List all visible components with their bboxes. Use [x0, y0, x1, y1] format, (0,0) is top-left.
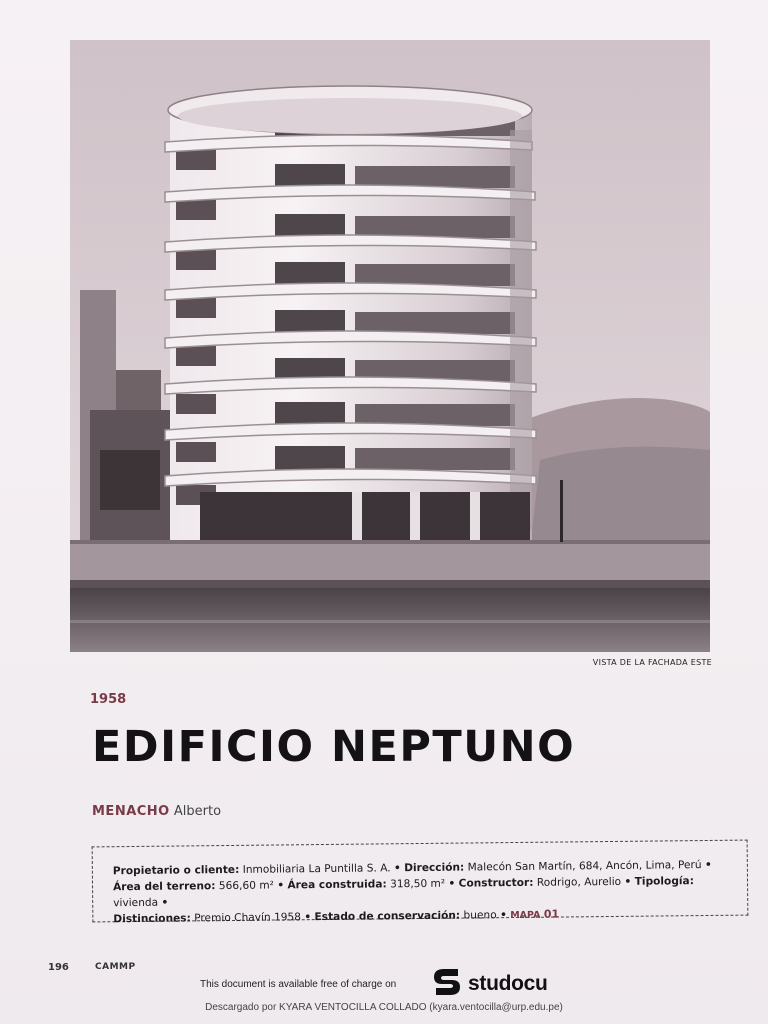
separator: •: [161, 896, 169, 909]
page-number: 196: [48, 962, 69, 973]
studocu-brand: studocu: [468, 972, 548, 995]
land-area-label: Área del terreno:: [112, 880, 216, 894]
separator: •: [277, 879, 285, 892]
availability-notice: This document is available free of charge on: [200, 979, 397, 990]
author-last-name: MENACHO: [92, 804, 170, 819]
map-label: MAPA: [510, 909, 541, 922]
built-area-value: 318,50 m²: [390, 877, 446, 891]
distinctions-label: Distinciones:: [113, 912, 191, 926]
entry-year: 1958: [90, 692, 127, 707]
info-box: [92, 840, 749, 926]
builder-value: Rodrigo, Aurelio: [536, 875, 622, 889]
map-number: 01: [543, 907, 560, 921]
building-photo: [70, 40, 710, 652]
publication-label: CAMMP: [95, 962, 136, 972]
studocu-logo-icon: [430, 967, 464, 1001]
author-first-name: Alberto: [173, 804, 222, 819]
condition-label: Estado de conservación:: [314, 909, 461, 924]
photo-caption: VISTA DE LA FACHADA ESTE: [592, 658, 712, 667]
distinctions-value: Premio Chavín 1958: [194, 911, 302, 925]
builder-label: Constructor:: [458, 876, 534, 890]
page-title: EDIFICIO NEPTUNO: [92, 722, 576, 772]
owner-label: Propietario o cliente:: [112, 863, 240, 878]
separator: •: [393, 862, 401, 875]
download-notice: Descargado por KYARA VENTOCILLA COLLADO (kyara.ventocilla@urp.edu.pe): [205, 1002, 563, 1013]
separator: •: [624, 875, 632, 888]
typology-label: Tipología:: [634, 875, 694, 888]
condition-value: bueno: [463, 909, 497, 922]
studocu-link[interactable]: [430, 969, 548, 999]
owner-value: Inmobiliaria La Puntilla S. A.: [242, 862, 391, 876]
land-area-value: 566,60 m²: [218, 879, 274, 893]
address-label: Dirección:: [404, 861, 465, 875]
typology-value: vivienda: [113, 896, 159, 910]
separator: •: [448, 877, 456, 890]
separator: •: [704, 858, 712, 872]
separator: •: [304, 911, 312, 924]
address-value: Malecón San Martín, 684, Ancón, Lima, Perú: [467, 859, 702, 874]
built-area-label: Área construida:: [287, 878, 387, 892]
author-name: [92, 804, 221, 819]
separator: •: [499, 909, 507, 922]
